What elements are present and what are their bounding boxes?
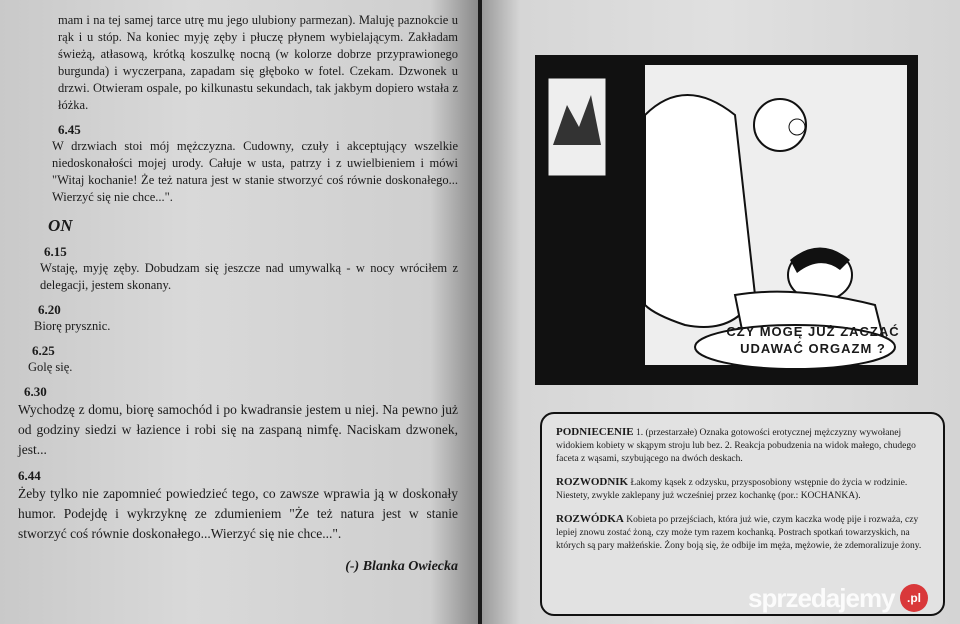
- watermark-text: sprzedajemy: [748, 583, 895, 613]
- definition-term: ROZWODNIK: [556, 476, 629, 488]
- speech-bubble-line: UDAWAĆ ORGAZM ?: [740, 341, 886, 356]
- definition-term: ROZWÓDKA: [556, 513, 624, 525]
- entry-time: 6.20: [38, 302, 61, 317]
- definition: [556, 513, 929, 553]
- definition-text: Kobieta po przejściach, która już wie, czym kaczka wodę pije i rozważa, czy lepiej znowu zostać żoną, czy może tym razem kochanką. Postrach spotkań towarzyskich, na których są pary małżeńskie. Żony boją się, że odbije im męża, mężowie, że zdemoralizuje żony.: [556, 515, 922, 551]
- speech-bubble-line: CZY MOGĘ JUŻ ZACZĄĆ: [726, 324, 900, 339]
- entry-text: Wychodzę z domu, biorę samochód i po kwadransie jestem u niej. Na pewno już od godziny siedzi w łazience i robi się na zaspaną nimfę. Naciskam dzwonek, jest...: [18, 402, 458, 457]
- cartoon-illustration: [535, 55, 918, 385]
- entry-text: Wstaję, myję zęby. Dobudzam się jeszcze nad umywalką - w nocy wróciłem z delegacji, jestem skonany.: [40, 261, 458, 292]
- definition-text: 1. (przestarzałe) Oznaka gotowości erotycznej mężczyzny wywołanej widokiem kobiety w skąpym stroju lub bez. 2. Reakcja pobudzenia na widok małego, chudego faceta z wąsami, szybującego na dwóch deskach.: [556, 428, 916, 464]
- entry-time: 6.15: [44, 244, 67, 259]
- left-page: [0, 0, 478, 624]
- entry-time: 6.45: [58, 122, 81, 137]
- definition-term: PODNIECENIE: [556, 426, 634, 438]
- entry-text: W drzwiach stoi mój mężczyzna. Cudowny, czuły i akceptujący wszelkie niedoskonałości mojej urody. Całuje w usta, patrzy i z uwielbieniem i mówi "Witaj kochanie! Że też natura jest w stanie stworzyć coś równie doskonałego... Wierzyć się nie chce...".: [52, 139, 458, 204]
- entry-time: 6.25: [32, 343, 55, 358]
- entry-text: Żeby tylko nie zapomnieć powiedzieć tego, co zawsze wprawia ją w doskonały humor. Podejdę i wykrzyknę ze zdumieniem "Że też natura jest w stanie stworzyć coś równie doskonałego...Wierzyć się nie chce...".: [18, 486, 458, 541]
- watermark-badge: .pl: [900, 584, 928, 612]
- entry-time: 6.30: [24, 384, 47, 399]
- left-page-column: [18, 12, 458, 577]
- definition: [556, 476, 929, 503]
- signature: (-) Blanka Owiecka: [345, 559, 458, 574]
- speech-bubble: [713, 323, 913, 357]
- definition-text: Łakomy kąsek z odzysku, przysposobiony wstępnie do życia w rodzinie. Niestety, zwykle zaklepany już wcześniej przez kochankę (por.: KOCHANKA).: [556, 478, 908, 501]
- entry-text: Biorę prysznic.: [34, 319, 111, 333]
- entry-time: 6.44: [18, 468, 41, 483]
- section-heading: ON: [48, 216, 73, 235]
- intro-paragraph: mam i na tej samej tarce utrę mu jego ulubiony parmezan). Maluję paznokcie u rąk i u stóp. Na koniec myję zęby i płuczę płynem wybielającym. Zakładam świeżą, atłasową, krótką koszulkę nocną (w kolorze dobrze przyprawionego burgunda) i wyczerpana, zapadam się głęboko w fotel. Czekam. Dzwonek u drzwi. Otwieram ospale, po kilkunastu sekundach, tak jakbym dopiero wstała z łóżka.: [58, 13, 458, 112]
- entry-text: Golę się.: [28, 360, 73, 374]
- definition: [556, 426, 929, 466]
